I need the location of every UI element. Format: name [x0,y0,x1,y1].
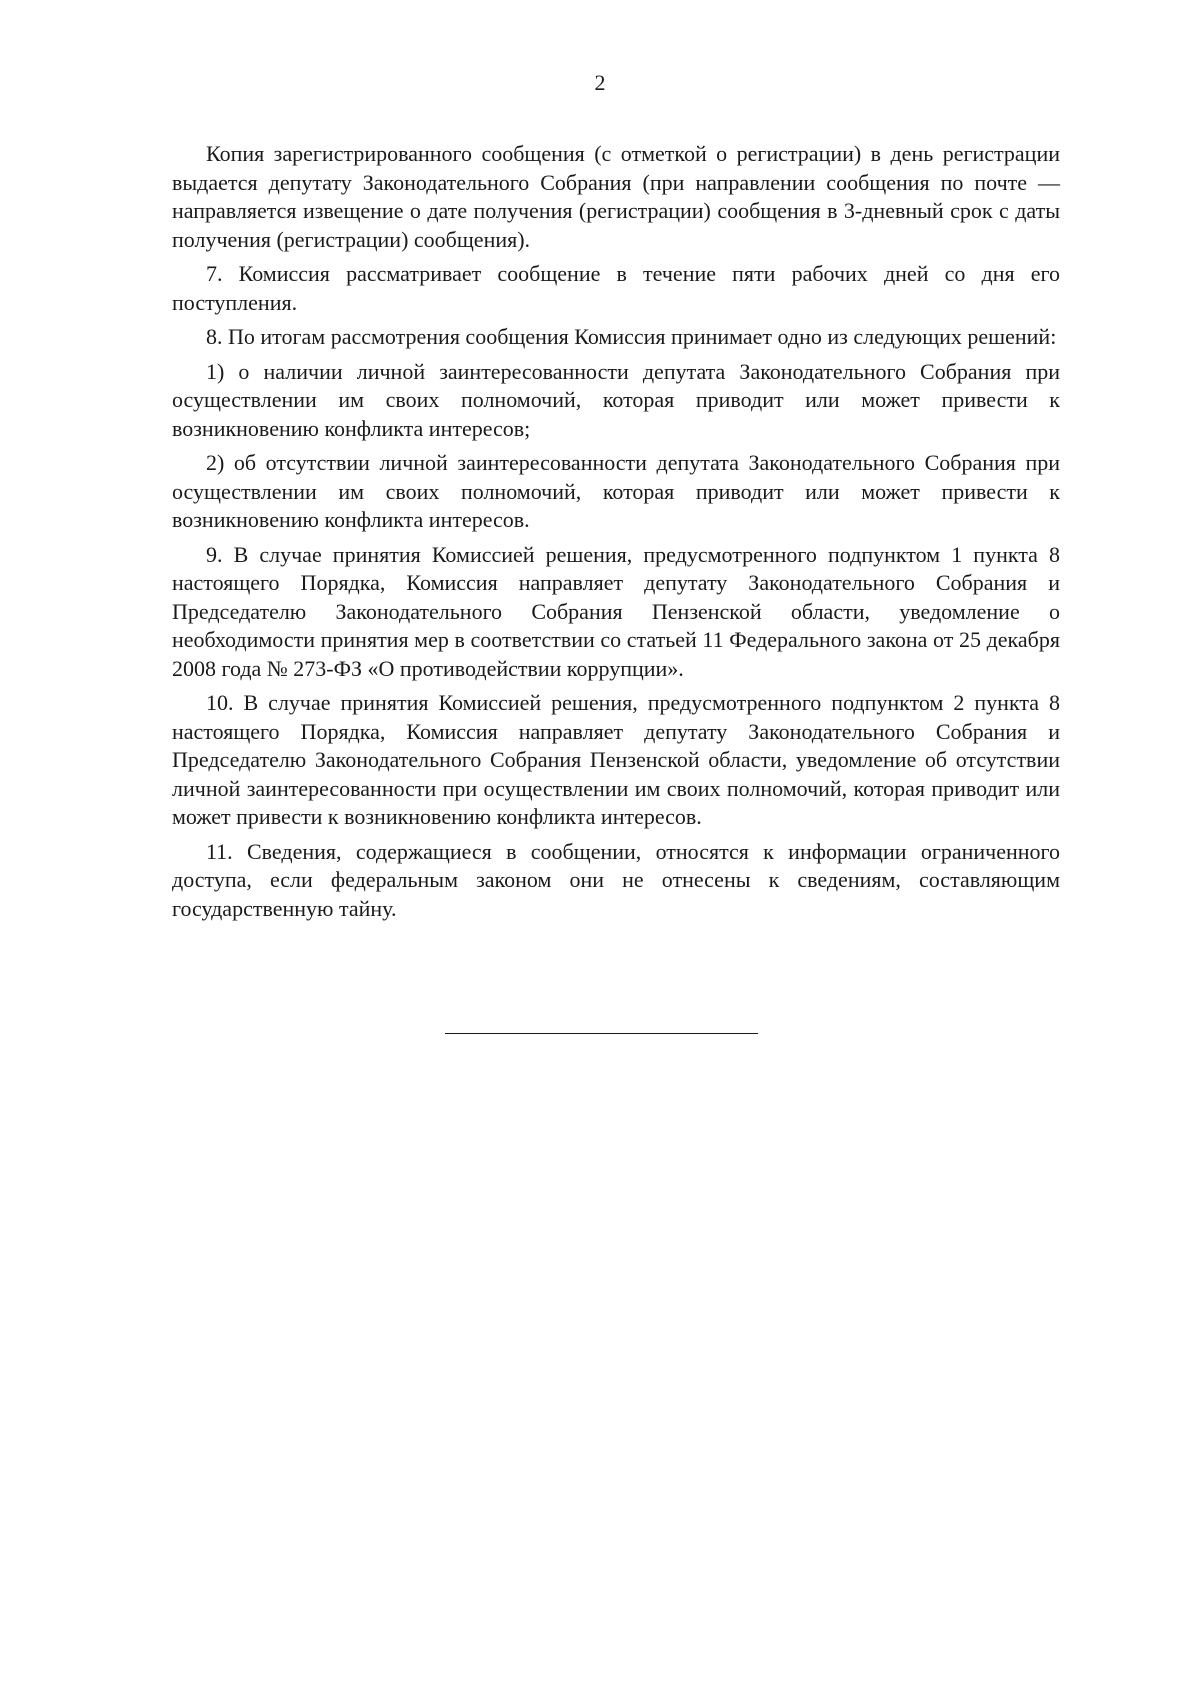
paragraph-item-10: 10. В случае принятия Комиссией решения, предусмотренного подпунктом 2 пункта 8 настоящего Порядка, Комиссия направляет депутату Законодательного Собрания и Председателю Законодательного Собрания Пензенской области, уведомление об отсутствии личной заинтересованности при осуществлении им своих полномочий, которая приводит или может привести к возникновению конфликта интересов. [172,690,1060,829]
paragraph-item-11: 11. Сведения, содержащиеся в сообщении, относятся к информации ограниченного доступа, если федеральным законом они не отнесены к сведениям, составляющим государственную тайну. [172,838,1060,921]
paragraph-subitem-1: 1) о наличии личной заинтересованности депутата Законодательного Собрания при осуществлении им своих полномочий, которая приводит или может привести к возникновению конфликта интересов; [172,358,1060,441]
end-of-document-rule [445,1033,758,1034]
paragraph-item-8: 8. По итогам рассмотрения сообщения Комиссия принимает одно из следующих решений: [206,324,1057,349]
paragraph-copy-registered-message: Копия зарегистрированного сообщения (с отметкой о регистрации) в день регистрации выдается депутату Законодательного Собрания (при направлении сообщения по почте — направляется извещение о дате получения (регистрации) сообщения в 3-дневный срок с даты получения (регистрации) сообщения). [172,141,1060,252]
paragraph-item-9: 9. В случае принятия Комиссией решения, предусмотренного подпунктом 1 пункта 8 настоящего Порядка, Комиссия направляет депутату Законодательного Собрания и Председателю Законодательного Собрания Пензенской области, уведомление о необходимости принятия мер в соответствии со статьей 11 Федерального закона от 25 декабря 2008 года № 273-ФЗ «О противодействии коррупции». [172,541,1060,681]
paragraph-item-7: 7. Комиссия рассматривает сообщение в течение пяти рабочих дней со дня его поступления. [172,261,1060,315]
paragraph-subitem-2: 2) об отсутствии личной заинтересованности депутата Законодательного Собрания при осуществлении им своих полномочий, которая приводит или может привести к возникновению конфликта интересов. [172,450,1060,532]
document-body [172,140,1060,929]
page-number: 2 [594,70,606,95]
